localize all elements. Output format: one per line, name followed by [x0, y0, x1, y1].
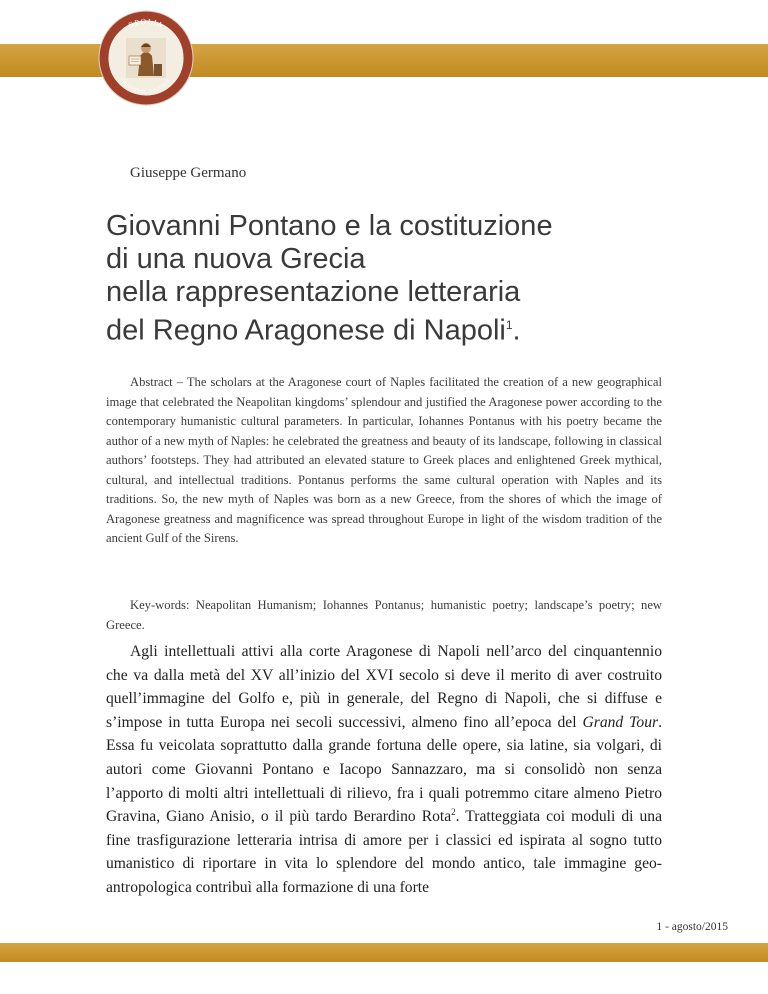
body-italic: Grand Tour — [582, 713, 659, 731]
logo-bottom-text: MEDIEVAL STUDIES — [119, 78, 173, 96]
body-footnote-ref[interactable]: 2 — [451, 806, 456, 817]
body-text-part: Agli intellettuali attivi alla corte Aragonese di Napoli nell’arco del cinquantennio che va dalla metà del XV all’inizio del XVI secolo si deve il merito di aver costruito quell’immagine del Golfo e, più in generale, del Regno di Napoli, che si diffuse e s’impose in tutta Europa nei secoli successivi, almeno fino all’epoca del — [106, 643, 662, 731]
title-period: . — [512, 314, 521, 347]
title-line: di una nuova Grecia — [106, 243, 366, 275]
page-number: 1 - agosto/2015 — [656, 921, 728, 933]
title-line-text: del Regno Aragonese di Napoli — [106, 314, 506, 347]
body-text-part: . Tratteggiata coi moduli di una fine trasfigurazione letteraria intrisa di amore per i classici ed ispirata al sogno tutto umanistico di riportare in vita lo splendore del mondo antico, tale immagine geo-antropologica contribuì alla formazione di una forte — [106, 808, 662, 896]
keywords: Key-words: Neapolitan Humanism; Iohannes Pontanus; humanistic poetry; landscape’s poetry; new Greece. — [106, 598, 662, 632]
title-line — [106, 309, 706, 348]
logo-top-text: SPOLIA — [127, 17, 165, 30]
bottom-band — [0, 943, 768, 962]
title-line: Giovanni Pontano e la costituzione — [106, 210, 553, 242]
title-footnote-ref[interactable]: 1 — [505, 318, 513, 332]
body-text-part: . Essa fu veicolata soprattutto dalla grande fortuna delle opere, sia latine, sia volgari, di autori come Giovanni Pontano e Iacopo Sannazzaro, ma si consolidò non senza l’apporto di molti altri intellettuali di rilievo, fra i quali potremmo citare almeno Pietro Gravina, Giano Anisio, o il più tardo Berardino Rota — [106, 713, 662, 826]
abstract: Abstract – The scholars at the Aragonese court of Naples facilitated the creation of a new geographical image that celebrated the Neapolitan kingdoms’ splendour and justified the Aragonese power according to the contemporary humanistic cultural parameters. In particular, Iohannes Pontanus with his poetry became the author of a new myth of Naples: he celebrated the greatness and beauty of its landscape, following in classical authors’ footsteps. They had attributed an elevated stature to Greek places and enlightened Greek mythical, cultural, and intellectual traditions. Pontanus performs the same cultural operation with Naples and its traditions. So, the new myth of Naples was born as a new Greece, from the shores of which the image of Aragonese greatness and magnificence was spread throughout Europe in light of the wisdom tradition of the ancient Gulf of the Sirens. — [106, 375, 662, 545]
article-title — [106, 210, 706, 348]
spolia-logo — [96, 8, 196, 108]
body-paragraph — [106, 640, 662, 900]
author-name: Giuseppe Germano — [130, 165, 247, 181]
title-line: nella rappresentazione letteraria — [106, 276, 521, 308]
